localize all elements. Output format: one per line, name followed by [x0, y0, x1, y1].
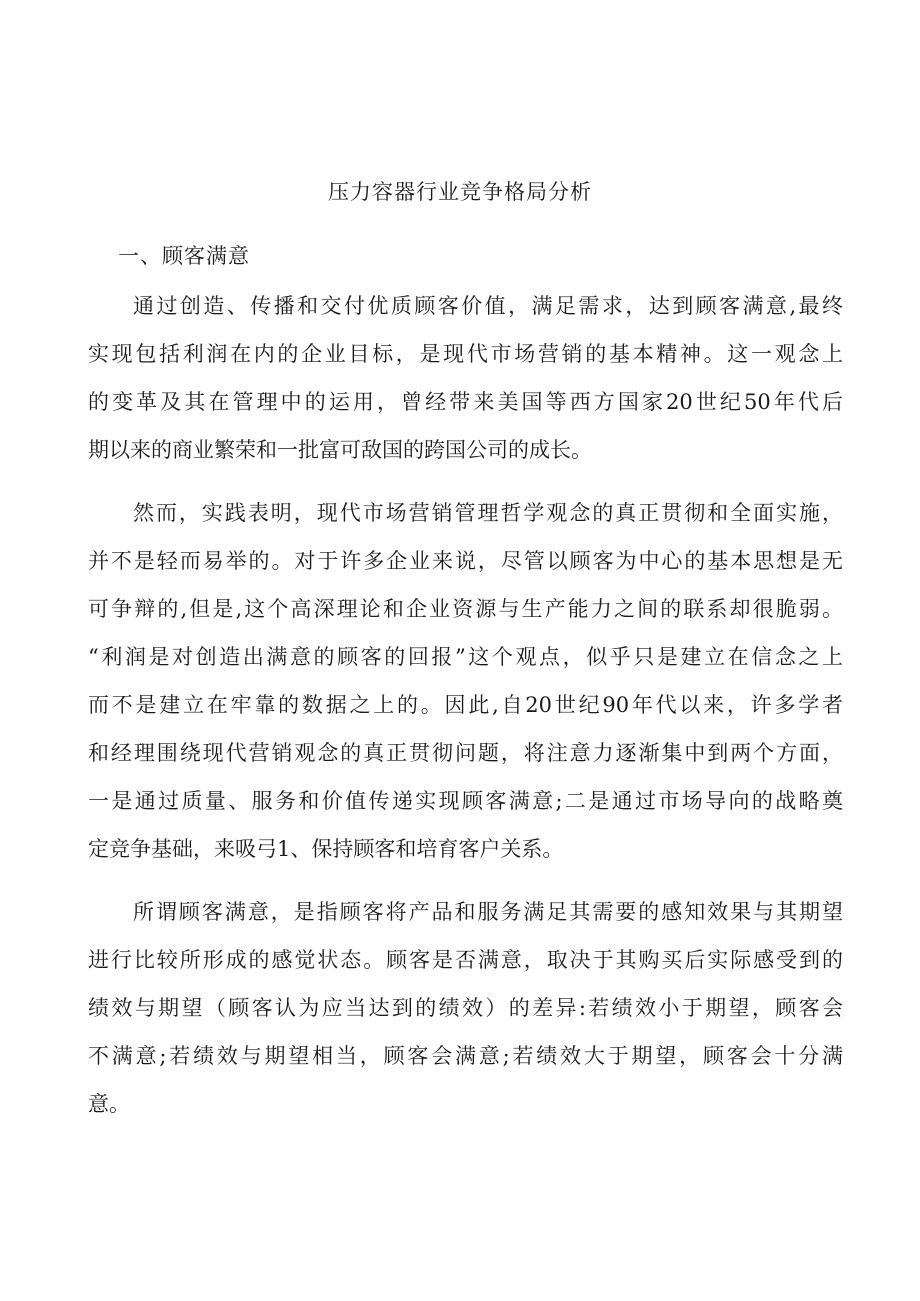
paragraph-2-line-5: 而不是建立在牢靠的数据之上的。因此,自20世纪90年代以来，许多学者: [88, 693, 843, 717]
paragraph-1-line-4: 期以来的商业繁荣和一批富可敌国的跨国公司的成长。: [88, 438, 592, 462]
paragraph-1-line-3: 的变革及其在管理中的运用，曾经带来美国等西方国家20世纪50年代后: [88, 390, 843, 414]
paragraph-3-line-1: 所谓顾客满意，是指顾客将产品和服务满足其需要的感知效果与其期望: [133, 900, 843, 924]
paragraph-2-line-1: 然而，实践表明，现代市场营销管理哲学观念的真正贯彻和全面实施，: [133, 501, 843, 525]
paragraph-1-line-2: 实现包括利润在内的企业目标，是现代市场营销的基本精神。这一观念上: [88, 342, 843, 366]
paragraph-2-line-4: “利润是对创造出满意的顾客的回报”这个观点，似乎只是建立在信念之上: [88, 645, 843, 669]
paragraph-2-line-2: 并不是轻而易举的。对于许多企业来说，尽管以顾客为中心的基本思想是无: [88, 549, 843, 573]
paragraph-2-line-6: 和经理围绕现代营销观念的真正贯彻问题，将注意力逐渐集中到两个方面，: [88, 741, 843, 765]
paragraph-2-line-7: 一是通过质量、服务和价值传递实现顾客满意;二是通过市场导向的战略奠: [88, 789, 843, 813]
paragraph-2-line-3: 可争辩的,但是,这个高深理论和企业资源与生产能力之间的联系却很脆弱。: [88, 597, 843, 621]
page-title: 压力容器行业竞争格局分析: [328, 180, 592, 204]
section-heading: 一、顾客满意: [118, 244, 250, 268]
paragraph-3-line-3: 绩效与期望（顾客认为应当达到的绩效）的差异:若绩效小于期望，顾客会: [88, 996, 843, 1020]
paragraph-3-line-5: 意。: [88, 1092, 130, 1116]
paragraph-2-line-8: 定竞争基础，来吸弓1、保持顾客和培育客户关系。: [88, 837, 564, 861]
paragraph-3-line-4: 不满意;若绩效与期望相当，顾客会满意;若绩效大于期望，顾客会十分满: [88, 1044, 843, 1068]
paragraph-3-line-2: 进行比较所形成的感觉状态。顾客是否满意，取决于其购买后实际感受到的: [88, 948, 843, 972]
paragraph-1-line-1: 通过创造、传播和交付优质顾客价值，满足需求，达到顾客满意,最终: [133, 294, 843, 318]
